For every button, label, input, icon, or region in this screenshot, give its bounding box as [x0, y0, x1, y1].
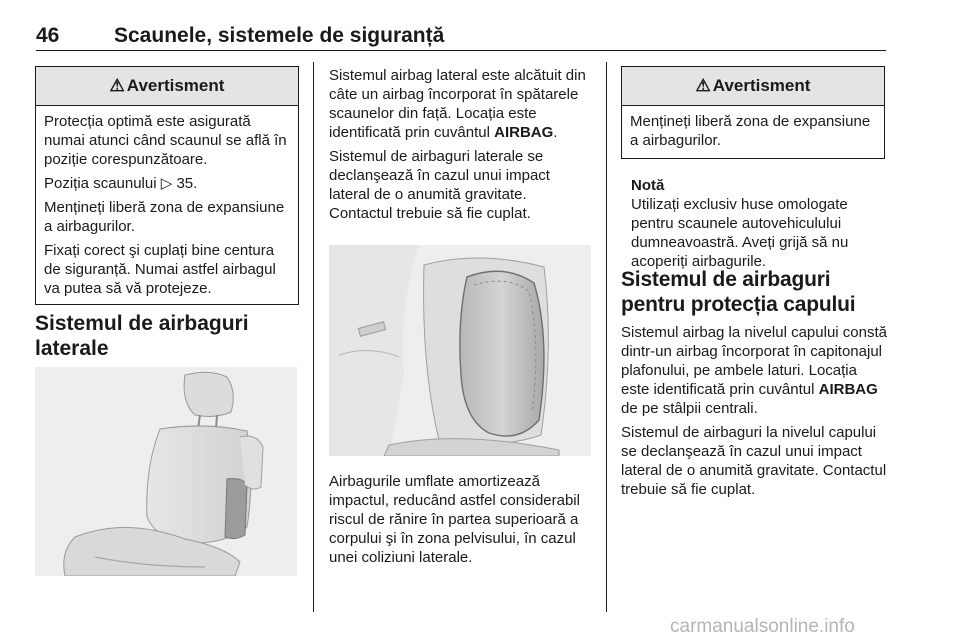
side-airbag-description — [329, 66, 591, 228]
paragraph: Sistemul de airbaguri laterale se declanşează în cazul unui impact lateral de o anumită gravitate. Contactul trebuie să fie cuplat. — [329, 148, 550, 222]
airbag-effect-description — [329, 472, 591, 572]
warning-box-right — [621, 66, 885, 159]
column-divider-1 — [313, 62, 314, 612]
paragraph-text: Sistemul airbag lateral este alcătuit din câte un airbag încorporat în spătarele scaunelor din față. Locația este identificată prin cuvântul — [329, 67, 586, 141]
note-block — [631, 176, 883, 276]
airbag-label: AIRBAG — [494, 124, 554, 141]
paragraph: Sistemul de airbaguri la nivelul capului se declanşează în cazul unui impact lateral de o anumită gravitate. Contactul trebuie să fie cuplat. — [621, 424, 887, 498]
airbag-label: AIRBAG — [818, 381, 878, 398]
warning-body — [622, 106, 884, 158]
paragraph-text: Sistemul airbag la nivelul capului constă dintr-un airbag încorporat în capitonajul plafonului, pe ambele laturi. Locația este identificată prin cuvântul — [621, 324, 887, 398]
warning-paragraph: Mențineți liberă zona de expansiune a airbagurilor. — [44, 199, 285, 235]
warning-title: Avertisment — [126, 76, 225, 95]
deployed-side-airbag-illustration — [329, 245, 591, 456]
warning-paragraph: Protecția optimă este asigurată numai atunci când scaunul se află în poziție corespunzătoare. — [44, 113, 287, 168]
warning-paragraph: Fixați corect şi cuplați bine centura de siguranță. Numai astfel airbagul va putea să vă protejeze. — [44, 242, 276, 297]
warning-header — [36, 67, 298, 106]
seat-position-text: Poziția scaunului — [44, 175, 157, 192]
paragraph: Airbagurile umflate amortizează impactul, reducând astfel considerabil riscul de rănire în partea superioară a corpului şi în zona pelvisului, în cazul unei coliziuni laterale. — [329, 473, 580, 566]
reference-arrow-icon: ▷ — [160, 175, 173, 192]
section-heading: Sistemul de airbaguri pentru protecția capului — [621, 268, 856, 316]
page-reference: 35. — [176, 175, 198, 192]
warning-triangle-icon: ⚠ — [695, 76, 711, 95]
page-title: Scaunele, sistemele de siguranță — [114, 24, 445, 47]
warning-header — [622, 67, 884, 106]
paragraph: Sistemul airbag lateral este alcătuit din câte un airbag încorporat în spătarele scaunelor din față. Locația este identificată prin cuvântul AIRBAG. — [329, 67, 586, 141]
warning-body — [36, 106, 298, 304]
warning-paragraph: Mențineți liberă zona de expansiune a airbagurilor. — [630, 113, 871, 149]
paragraph-text: de pe stâlpii centrali. — [621, 400, 758, 417]
paragraph — [621, 323, 889, 418]
watermark: carmanualsonline.info — [670, 616, 855, 637]
warning-title: Avertisment — [712, 76, 811, 95]
warning-triangle-icon: ⚠ — [109, 76, 125, 95]
page-header — [36, 22, 886, 51]
section-heading: Sistemul de airbaguri laterale — [35, 312, 249, 360]
seat-side-airbag-illustration — [35, 367, 297, 576]
section-head-airbags — [621, 267, 889, 504]
page-number: 46 — [36, 24, 60, 47]
note-title: Notă — [631, 177, 665, 194]
warning-paragraph — [44, 174, 292, 193]
column-divider-2 — [606, 62, 607, 612]
warning-box-left — [35, 66, 299, 305]
section-side-airbags — [35, 311, 297, 361]
note-text: Utilizați exclusiv huse omologate pentru scaunele autovehiculului dumneavoastră. Aveți grijă să nu acoperiți airbagurile. — [631, 196, 849, 270]
